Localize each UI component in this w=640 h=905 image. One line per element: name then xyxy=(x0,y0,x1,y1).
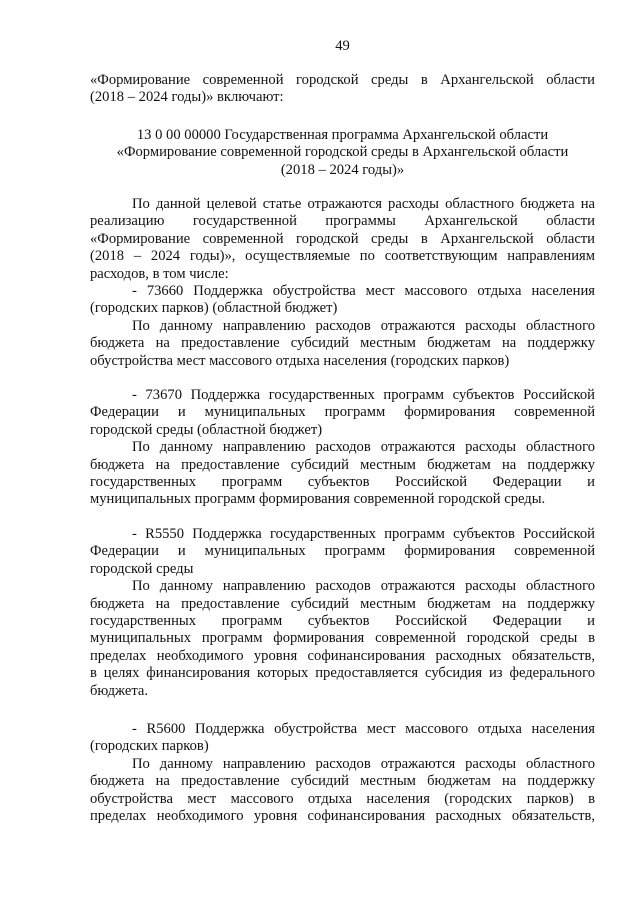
item3-desc-line-5: пределах необходимого уровня софинансирования расходных обязательств, xyxy=(90,647,595,664)
item3-desc-line-2: бюджета на предоставление субсидий местным бюджетам на поддержку xyxy=(90,595,595,612)
item2-desc-line-2: бюджета на предоставление субсидий местным бюджетам на поддержку xyxy=(90,456,595,473)
item2-desc-line-1: По данному направлению расходов отражаются расходы областного xyxy=(132,439,595,456)
item2-title-line-1: - 73670 Поддержка государственных программ субъектов Российской xyxy=(132,387,595,403)
item1-title-line-1: - 73660 Поддержка обустройства мест массового отдыха населения xyxy=(132,283,595,299)
item-73670 xyxy=(90,387,595,509)
p1-line-3: «Формирование современной городской среды в Архангельской области xyxy=(90,230,595,247)
item1-desc-line-3: обустройства мест массового отдыха населения (городских парков) xyxy=(90,352,510,369)
item3-title-line-3: городской среды xyxy=(90,560,194,577)
item2-desc-line-4: муниципальных программ формирования современной городской среды. xyxy=(90,491,546,508)
item3-desc-line-7: бюджета. xyxy=(90,682,149,699)
item2-desc-line-3: государственных программ субъектов Российской Федерации и xyxy=(90,474,595,491)
item3-desc-line-6: в целях финансирования которых предоставляется субсидия из федерального xyxy=(90,665,595,682)
p1-line-1: По данной целевой статье отражаются расходы областного бюджета на xyxy=(132,196,595,212)
section-heading xyxy=(90,127,595,179)
p1-line-2: реализацию государственной программы Архангельской области xyxy=(90,213,595,230)
p1-line-5: расходов, в том числе: xyxy=(90,265,229,282)
item1-desc-line-2: бюджета на предоставление субсидий местным бюджетам на поддержку xyxy=(90,335,595,352)
item3-title-line-2: Федерации и муниципальных программ формирования современной xyxy=(90,543,595,560)
item-73660 xyxy=(90,283,595,370)
item-r5600 xyxy=(90,721,595,825)
heading-line-1: 13 0 00 00000 Государственная программа Архангельской области xyxy=(136,127,549,143)
intro-paragraph xyxy=(90,72,595,107)
heading-line-3: (2018 – 2024 годы)» xyxy=(280,161,405,178)
item4-desc-line-4: пределах необходимого уровня софинансирования расходных обязательств, xyxy=(90,808,595,825)
item2-title-line-2: Федерации и муниципальных программ формирования современной xyxy=(90,404,595,421)
item4-title-line-1: - R5600 Поддержка обустройства мест массового отдыха населения xyxy=(132,721,595,737)
p1-line-4: (2018 – 2024 годы)», осуществляемые по соответствующим направлениям xyxy=(90,248,595,265)
item2-title-line-3: городской среды (областной бюджет) xyxy=(90,421,323,438)
intro-line-1: «Формирование современной городской среды в Архангельской области xyxy=(90,72,595,88)
item3-desc-line-4: муниципальных программ формирования современной городской среды в xyxy=(90,630,595,647)
item3-desc-line-3: государственных программ субъектов Российской Федерации и xyxy=(90,613,595,630)
intro-line-2: (2018 – 2024 годы)» включают: xyxy=(90,89,284,106)
item4-desc-line-1: По данному направлению расходов отражаются расходы областного xyxy=(132,755,595,772)
heading-line-2: «Формирование современной городской среды в Архангельской области xyxy=(116,144,569,161)
item4-title-line-2: (городских парков) xyxy=(90,738,209,755)
item1-desc-line-1: По данному направлению расходов отражаются расходы областного xyxy=(132,317,595,334)
item4-desc-line-3: обустройства мест массового отдыха населения (городских парков) в xyxy=(90,790,595,807)
page-number: 49 xyxy=(335,38,350,54)
item3-desc-line-1: По данному направлению расходов отражаются расходы областного xyxy=(132,578,595,595)
item-r5550 xyxy=(90,526,595,700)
item3-title-line-1: - R5550 Поддержка государственных программ субъектов Российской xyxy=(132,526,595,542)
general-paragraph xyxy=(90,196,595,283)
item1-title-line-2: (городских парков) (областной бюджет) xyxy=(90,300,338,317)
item4-desc-line-2: бюджета на предоставление субсидий местным бюджетам на поддержку xyxy=(90,773,595,790)
